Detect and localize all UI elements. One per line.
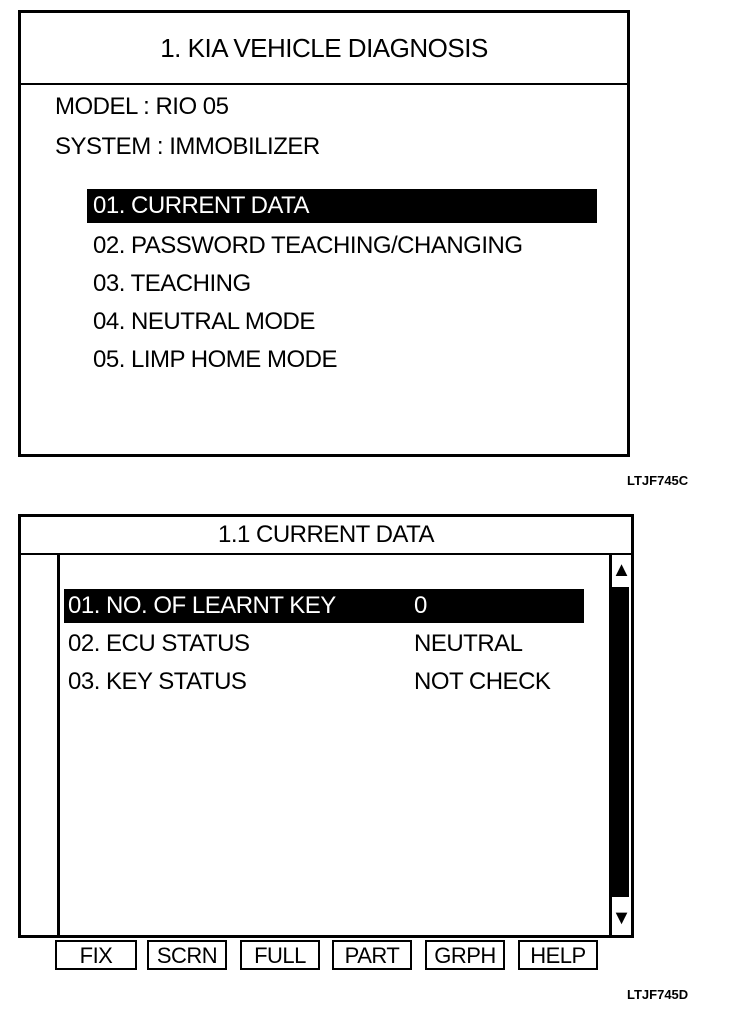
scrollbar[interactable]: [609, 555, 634, 935]
diagnosis-panel: [18, 10, 630, 457]
scrn-button[interactable]: SCRN: [147, 940, 227, 970]
data-row-label: 03. KEY STATUS: [68, 668, 247, 695]
scroll-up-icon[interactable]: ▲: [611, 558, 632, 581]
scroll-thumb[interactable]: [611, 587, 629, 897]
figure-caption-1: LTJF745C: [627, 473, 689, 488]
full-button[interactable]: FULL: [240, 940, 320, 970]
menu-item-neutral-mode[interactable]: 04. NEUTRAL MODE: [93, 308, 315, 335]
data-row-value: NOT CHECK: [414, 668, 551, 695]
current-data-panel: [18, 514, 634, 938]
part-button[interactable]: PART: [332, 940, 412, 970]
grph-button[interactable]: GRPH: [425, 940, 505, 970]
data-row-value: 0: [414, 592, 427, 619]
data-row-key-status[interactable]: [64, 665, 584, 699]
figure-caption-2: LTJF745D: [627, 987, 689, 1002]
data-list: [57, 553, 612, 936]
current-data-title: 1.1 CURRENT DATA: [21, 517, 631, 555]
model-label: MODEL : RIO 05: [55, 93, 229, 120]
fix-button[interactable]: FIX: [55, 940, 137, 970]
menu-item-password-teaching[interactable]: 02. PASSWORD TEACHING/CHANGING: [93, 232, 523, 259]
help-button[interactable]: HELP: [518, 940, 598, 970]
diagnosis-menu: [87, 189, 597, 379]
data-row-value: NEUTRAL: [414, 630, 523, 657]
data-row-label: 02. ECU STATUS: [68, 630, 250, 657]
data-row-ecu-status[interactable]: [64, 627, 584, 661]
function-key-bar: [0, 940, 736, 974]
data-row-label: 01. NO. OF LEARNT KEY: [68, 592, 336, 619]
menu-item-limp-home-mode[interactable]: 05. LIMP HOME MODE: [93, 346, 337, 373]
system-label: SYSTEM : IMMOBILIZER: [55, 133, 320, 160]
menu-item-teaching[interactable]: 03. TEACHING: [93, 270, 251, 297]
scroll-down-icon[interactable]: ▼: [611, 906, 632, 929]
menu-item-current-data[interactable]: 01. CURRENT DATA: [87, 189, 597, 223]
data-row-learnt-key[interactable]: [64, 589, 584, 623]
diagnosis-title: 1. KIA VEHICLE DIAGNOSIS: [21, 13, 627, 85]
